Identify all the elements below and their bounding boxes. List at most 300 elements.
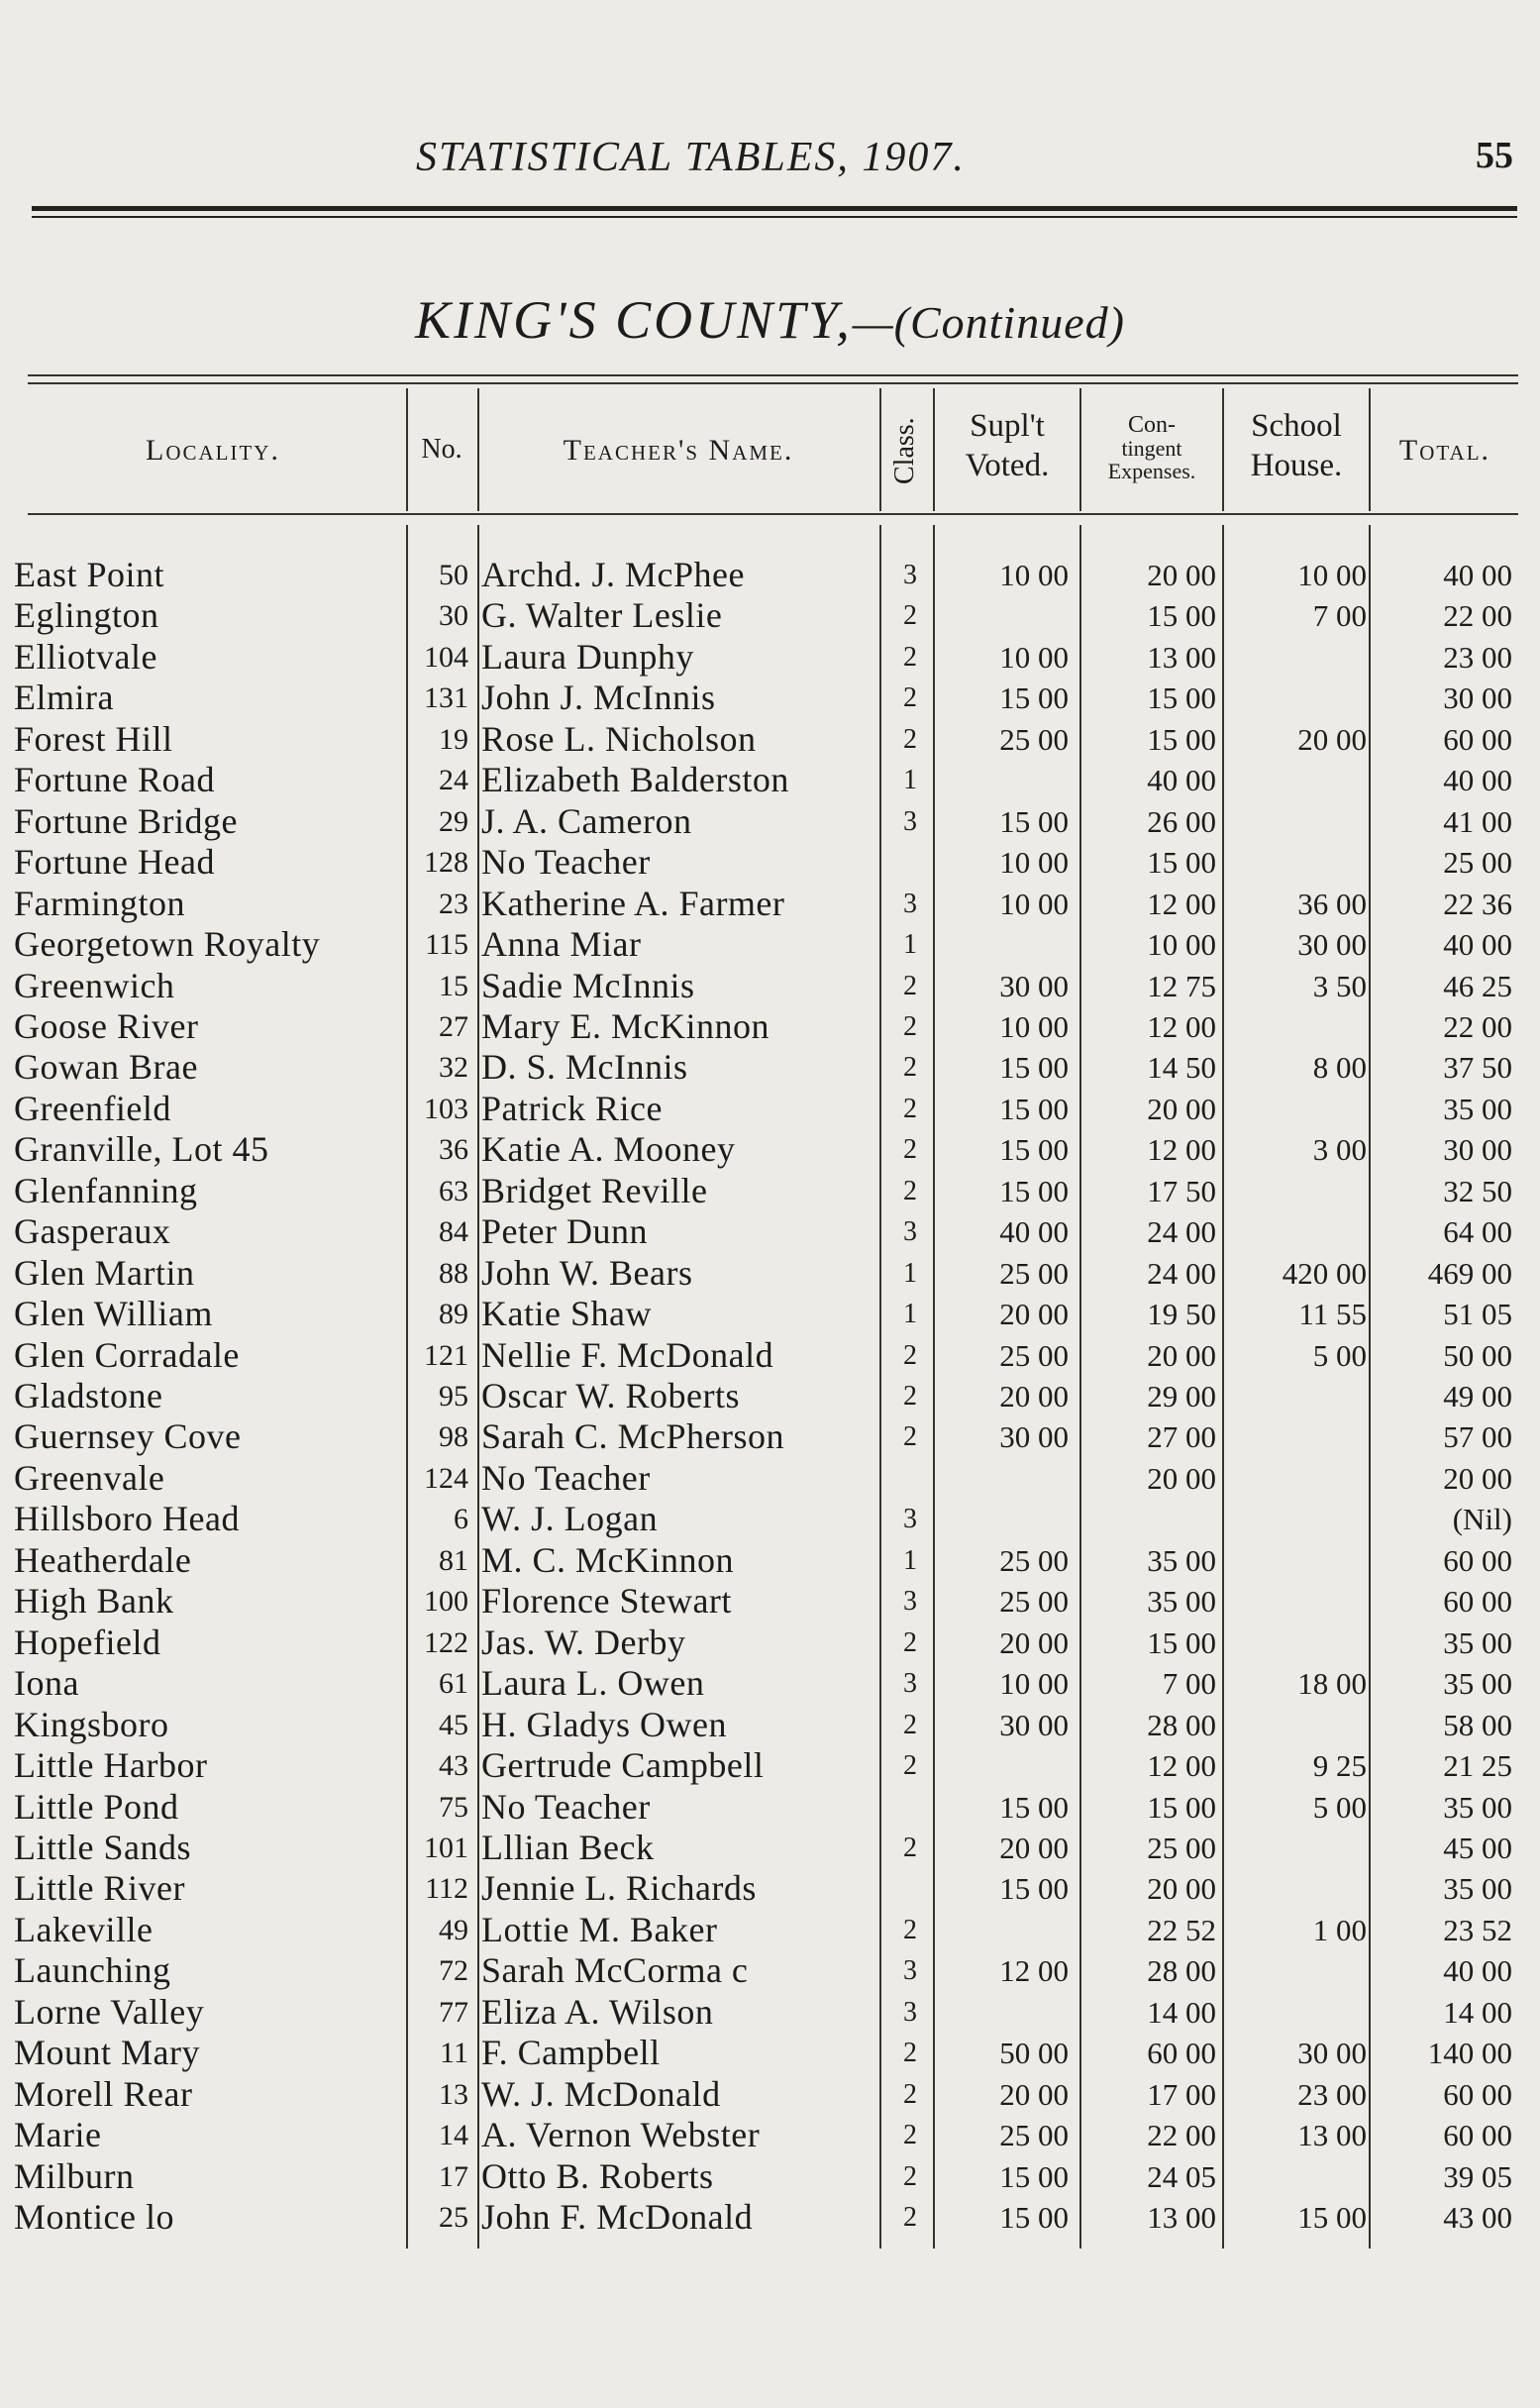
cell-teacher-name: Florence Stewart	[481, 1581, 732, 1622]
table-row	[0, 1950, 1540, 1992]
header-rule-thin	[32, 216, 1517, 218]
cell-total: 35 00	[1443, 1624, 1512, 1660]
table-row	[0, 1868, 1540, 1910]
cell-number: 13	[439, 2077, 468, 2111]
cell-supl-voted: 12 00	[999, 1953, 1069, 1989]
cell-number: 50	[439, 559, 468, 591]
table-row	[0, 719, 1540, 761]
cell-locality: Granville, Lot 45	[14, 1129, 269, 1170]
cell-total: 25 00	[1443, 845, 1512, 881]
cell-locality: Milburn	[14, 2155, 135, 2196]
cell-teacher-name: No Teacher	[481, 1786, 651, 1827]
table-top-rule-2	[28, 382, 1518, 384]
cell-supl-voted: 10 00	[999, 1008, 1069, 1044]
table-row	[0, 1458, 1540, 1500]
cell-locality: Montice lo	[14, 2197, 174, 2237]
cell-teacher-name: W. J. McDonald	[481, 2073, 721, 2114]
cell-number: 88	[439, 1256, 468, 1290]
cell-number: 121	[424, 1338, 468, 1372]
cell-number: 98	[439, 1420, 468, 1454]
cell-contingent-expenses: 29 00	[1147, 1379, 1216, 1413]
section-continued: —(Continued)	[852, 297, 1125, 348]
cell-number: 77	[439, 1995, 468, 2029]
col-header-contingent	[1081, 414, 1222, 482]
cell-contingent-expenses: 22 00	[1147, 2118, 1216, 2153]
cell-supl-voted: 20 00	[999, 1830, 1069, 1865]
cell-total: 49 00	[1443, 1379, 1512, 1413]
cell-total: 14 00	[1443, 1994, 1512, 2030]
table-row	[0, 1253, 1540, 1295]
cell-contingent-expenses: 20 00	[1147, 1871, 1216, 1907]
cell-number: 101	[424, 1831, 468, 1864]
cell-contingent-expenses: 24 00	[1147, 1255, 1216, 1291]
cell-supl-voted: 15 00	[999, 1132, 1069, 1168]
cell-locality: Little Pond	[14, 1786, 179, 1827]
cell-locality: East Point	[14, 555, 165, 594]
cell-teacher-name: Gertrude Campbell	[481, 1745, 765, 1786]
cell-supl-voted: 15 00	[999, 2200, 1069, 2235]
cell-class: 2	[903, 1421, 917, 1453]
cell-teacher-name: Jennie L. Richards	[481, 1868, 757, 1909]
cell-locality: Marie	[14, 2115, 102, 2155]
cell-contingent-expenses: 20 00	[1147, 558, 1216, 592]
cell-locality: Gladstone	[14, 1376, 163, 1415]
table-row	[0, 1089, 1540, 1130]
cell-class: 2	[903, 723, 917, 755]
cell-supl-voted: 40 00	[999, 1214, 1069, 1250]
cell-contingent-expenses: 14 50	[1147, 1050, 1216, 1086]
cell-locality: Glen Martin	[14, 1252, 195, 1293]
cell-teacher-name: D. S. McInnis	[481, 1047, 688, 1088]
table-row	[0, 1006, 1540, 1048]
table-row	[0, 924, 1540, 966]
cell-number: 72	[439, 1954, 468, 1988]
cell-locality: Gasperaux	[14, 1211, 171, 1252]
cell-class: 3	[903, 560, 917, 590]
cell-contingent-expenses: 40 00	[1147, 763, 1216, 798]
cell-supl-voted: 20 00	[999, 1297, 1069, 1332]
cell-teacher-name: F. Campbell	[481, 2033, 661, 2073]
cell-locality: Glenfanning	[14, 1170, 198, 1210]
cell-total: 60 00	[1443, 2118, 1512, 2153]
table-row	[0, 2033, 1540, 2074]
cell-supl-voted: 20 00	[999, 2076, 1069, 2112]
cell-total: 35 00	[1443, 1871, 1512, 1907]
cell-school-house: 36 00	[1297, 886, 1367, 921]
cell-number: 104	[424, 640, 468, 674]
cell-class: 2	[903, 2078, 917, 2110]
cell-class: 2	[903, 1750, 917, 1782]
cell-locality: Elmira	[14, 678, 114, 718]
cell-teacher-name: Katherine A. Farmer	[481, 883, 785, 923]
cell-total: 51 05	[1443, 1297, 1512, 1332]
cell-supl-voted: 25 00	[999, 1255, 1069, 1291]
cell-contingent-expenses: 28 00	[1147, 1953, 1216, 1989]
cell-contingent-expenses: 20 00	[1147, 1337, 1216, 1373]
cell-teacher-name: Mary E. McKinnon	[481, 1005, 770, 1046]
table-row	[0, 1992, 1540, 2034]
cell-school-house: 30 00	[1297, 2036, 1367, 2071]
cell-class: 2	[903, 1175, 917, 1206]
cell-teacher-name: M. C. McKinnon	[481, 1539, 735, 1580]
cell-class: 3	[903, 1586, 917, 1618]
table-row	[0, 637, 1540, 679]
cell-school-house: 23 00	[1297, 2076, 1367, 2112]
cell-number: 27	[439, 1009, 468, 1043]
cell-class: 2	[903, 2038, 917, 2069]
cell-locality: Morell Rear	[14, 2073, 193, 2114]
cell-teacher-name: Laura Dunphy	[481, 636, 694, 677]
cell-total: 22 36	[1443, 886, 1512, 921]
cell-number: 84	[439, 1215, 468, 1249]
cell-number: 100	[424, 1585, 468, 1619]
cell-locality: Guernsey Cove	[14, 1416, 242, 1457]
cell-total: 57 00	[1443, 1419, 1512, 1455]
cell-locality: Goose River	[14, 1005, 199, 1046]
col-divider	[879, 388, 881, 511]
cell-number: 19	[439, 722, 468, 756]
table-row	[0, 1787, 1540, 1829]
cell-locality: Heatherdale	[14, 1539, 192, 1580]
cell-class: 2	[903, 1832, 917, 1863]
cell-total: 140 00	[1427, 2036, 1512, 2071]
cell-supl-voted: 10 00	[999, 886, 1069, 921]
cell-supl-voted: 30 00	[999, 968, 1069, 1003]
cell-class: 1	[903, 765, 917, 796]
cell-contingent-expenses: 13 00	[1147, 639, 1216, 675]
cell-contingent-expenses: 13 00	[1147, 2200, 1216, 2235]
table-row	[0, 1828, 1540, 1869]
cell-supl-voted: 10 00	[999, 558, 1069, 592]
cell-total: 20 00	[1443, 1460, 1512, 1496]
cell-school-house: 5 00	[1312, 1789, 1367, 1825]
cell-class: 2	[903, 1010, 917, 1042]
cell-total: 40 00	[1443, 1953, 1512, 1989]
cell-class: 2	[903, 1626, 917, 1658]
cell-number: 30	[439, 599, 468, 633]
cell-contingent-expenses: 12 00	[1147, 886, 1216, 921]
cell-contingent-expenses: 14 00	[1147, 1994, 1216, 2030]
cell-teacher-name: Lllian Beck	[481, 1827, 655, 1867]
cell-number: 23	[439, 887, 468, 920]
cell-class: 1	[903, 1544, 917, 1576]
cell-class: 2	[903, 2202, 917, 2233]
table-row	[0, 1129, 1540, 1171]
table-row	[0, 1376, 1540, 1417]
table-top-rule	[28, 374, 1518, 376]
cell-school-house: 3 00	[1312, 1132, 1367, 1168]
cell-teacher-name: No Teacher	[481, 1457, 651, 1498]
cell-number: 29	[439, 804, 468, 838]
cell-school-house: 30 00	[1297, 927, 1367, 963]
cell-total: 35 00	[1443, 1666, 1512, 1702]
cell-class: 2	[903, 1339, 917, 1371]
cell-class: 2	[903, 2120, 917, 2151]
cell-contingent-expenses: 24 00	[1147, 1214, 1216, 1250]
cell-number: 63	[439, 1174, 468, 1207]
col-header-school	[1224, 406, 1369, 485]
cell-total: 37 50	[1443, 1050, 1512, 1086]
cell-school-house: 11 55	[1298, 1297, 1367, 1332]
cell-number: 131	[424, 681, 468, 715]
cell-teacher-name: Oscar W. Roberts	[481, 1376, 740, 1415]
table-row	[0, 1211, 1540, 1253]
cell-school-house: 8 00	[1312, 1050, 1367, 1086]
table-row	[0, 801, 1540, 843]
col-header-contingent-line1: Con-	[1128, 412, 1176, 438]
cell-class: 2	[903, 970, 917, 1001]
cell-school-house: 18 00	[1297, 1666, 1367, 1702]
col-header-no: No.	[421, 434, 462, 465]
cell-class: 3	[903, 1996, 917, 2028]
cell-number: 61	[439, 1667, 468, 1701]
cell-class: 1	[903, 929, 917, 961]
cell-class: 2	[903, 1093, 917, 1124]
table-row	[0, 1910, 1540, 1951]
cell-total: 23 00	[1443, 639, 1512, 675]
col-header-locality: Locality.	[146, 434, 280, 467]
cell-contingent-expenses: 12 00	[1147, 1132, 1216, 1168]
cell-supl-voted: 20 00	[999, 1624, 1069, 1660]
cell-supl-voted: 15 00	[999, 1050, 1069, 1086]
cell-locality: Hopefield	[14, 1622, 161, 1662]
cell-locality: Greenfield	[14, 1088, 171, 1128]
cell-contingent-expenses: 20 00	[1147, 1460, 1216, 1496]
cell-total: 41 00	[1443, 803, 1512, 839]
cell-locality: High Bank	[14, 1581, 174, 1622]
table-row	[0, 555, 1540, 596]
cell-number: 103	[424, 1092, 468, 1125]
cell-locality: Fortune Bridge	[14, 800, 238, 841]
cell-class: 2	[903, 2160, 917, 2192]
cell-total: 46 25	[1443, 968, 1512, 1003]
cell-total: 43 00	[1443, 2200, 1512, 2235]
col-header-class: Class.	[889, 417, 920, 484]
col-header-school-line2: House.	[1250, 448, 1343, 483]
cell-number: 81	[439, 1543, 468, 1577]
cell-total: 22 00	[1443, 1008, 1512, 1044]
cell-school-house: 15 00	[1297, 2200, 1367, 2235]
cell-total: (Nil)	[1452, 1502, 1512, 1537]
cell-teacher-name: Jas. W. Derby	[481, 1622, 686, 1662]
cell-contingent-expenses: 25 00	[1147, 1830, 1216, 1865]
cell-number: 128	[424, 846, 468, 880]
cell-locality: Forest Hill	[14, 718, 173, 759]
cell-teacher-name: Rose L. Nicholson	[481, 718, 757, 759]
cell-class: 1	[903, 1257, 917, 1289]
table-row	[0, 1663, 1540, 1705]
cell-class: 3	[903, 805, 917, 837]
cell-teacher-name: A. Vernon Webster	[481, 2115, 761, 2155]
cell-supl-voted: 25 00	[999, 1584, 1069, 1620]
cell-school-house: 13 00	[1297, 2118, 1367, 2153]
cell-number: 115	[425, 928, 468, 962]
cell-number: 14	[439, 2119, 468, 2152]
header-rule-thick	[32, 206, 1517, 211]
cell-total: 39 05	[1443, 2158, 1512, 2194]
cell-contingent-expenses: 22 52	[1147, 1912, 1216, 1947]
cell-number: 122	[424, 1625, 468, 1659]
table-row	[0, 2115, 1540, 2156]
cell-school-house: 5 00	[1312, 1337, 1367, 1373]
cell-teacher-name: Nellie F. McDonald	[481, 1334, 774, 1375]
cell-supl-voted: 10 00	[999, 1666, 1069, 1702]
cell-teacher-name: J. A. Cameron	[481, 800, 692, 841]
cell-teacher-name: Bridget Reville	[481, 1170, 708, 1210]
cell-class: 3	[903, 888, 917, 919]
cell-supl-voted: 25 00	[999, 2118, 1069, 2153]
cell-number: 32	[439, 1051, 468, 1085]
col-header-contingent-line3: Expenses.	[1107, 459, 1196, 483]
cell-locality: Lorne Valley	[14, 1991, 205, 2032]
cell-supl-voted: 15 00	[999, 2158, 1069, 2194]
table-row	[0, 1623, 1540, 1664]
cell-teacher-name: W. J. Logan	[481, 1499, 659, 1539]
col-header-teacher: Teacher's Name.	[563, 434, 794, 467]
table-header-bottom-rule	[28, 513, 1518, 515]
table-row	[0, 2197, 1540, 2239]
table-row	[0, 1335, 1540, 1377]
cell-contingent-expenses: 7 00	[1162, 1666, 1216, 1702]
cell-contingent-expenses: 27 00	[1147, 1419, 1216, 1455]
cell-number: 75	[439, 1790, 468, 1824]
cell-contingent-expenses: 35 00	[1147, 1584, 1216, 1620]
cell-class: 3	[903, 1668, 917, 1700]
cell-locality: Little River	[14, 1868, 185, 1909]
table-row	[0, 1047, 1540, 1089]
running-title: STATISTICAL TABLES, 1907.	[416, 135, 966, 180]
cell-class: 2	[903, 682, 917, 714]
cell-total: 23 52	[1443, 1912, 1512, 1947]
cell-total: 35 00	[1443, 1091, 1512, 1126]
cell-contingent-expenses: 15 00	[1147, 1789, 1216, 1825]
cell-teacher-name: Lottie M. Baker	[481, 1909, 718, 1949]
cell-class: 3	[903, 1504, 917, 1535]
cell-locality: Eglington	[14, 595, 159, 636]
cell-number: 112	[425, 1872, 468, 1906]
cell-total: 60 00	[1443, 1584, 1512, 1620]
cell-number: 49	[439, 1913, 468, 1946]
cell-contingent-expenses: 12 00	[1147, 1748, 1216, 1784]
col-header-supl-line2: Voted.	[965, 448, 1050, 483]
cell-total: 22 00	[1443, 598, 1512, 634]
cell-supl-voted: 15 00	[999, 1789, 1069, 1825]
cell-locality: Greenwich	[14, 965, 175, 1005]
cell-teacher-name: No Teacher	[481, 842, 651, 883]
cell-total: 32 50	[1443, 1173, 1512, 1208]
cell-number: 6	[454, 1503, 468, 1536]
table-row	[0, 1499, 1540, 1540]
cell-teacher-name: G. Walter Leslie	[481, 595, 723, 636]
table-row	[0, 760, 1540, 801]
cell-supl-voted: 15 00	[999, 1173, 1069, 1208]
cell-class: 2	[903, 1381, 917, 1412]
page-number: 55	[1476, 135, 1513, 176]
table-row	[0, 595, 1540, 637]
table-row	[0, 678, 1540, 719]
cell-number: 25	[439, 2201, 468, 2234]
cell-supl-voted: 25 00	[999, 1337, 1069, 1373]
cell-number: 17	[439, 2159, 468, 2193]
cell-teacher-name: Otto B. Roberts	[481, 2155, 714, 2196]
cell-supl-voted: 25 00	[999, 721, 1069, 757]
table-row	[0, 884, 1540, 925]
cell-total: 45 00	[1443, 1830, 1512, 1865]
cell-teacher-name: Anna Miar	[481, 924, 642, 965]
table-row	[0, 2156, 1540, 2198]
cell-supl-voted: 15 00	[999, 1871, 1069, 1907]
cell-school-house: 7 00	[1312, 598, 1367, 634]
cell-contingent-expenses: 35 00	[1147, 1542, 1216, 1578]
cell-number: 124	[424, 1461, 468, 1495]
cell-class: 2	[903, 1052, 917, 1084]
cell-locality: Kingsboro	[14, 1704, 169, 1744]
cell-locality: Farmington	[14, 883, 185, 923]
cell-teacher-name: John J. McInnis	[481, 678, 716, 718]
section-title	[0, 289, 1540, 351]
cell-supl-voted: 15 00	[999, 1091, 1069, 1126]
cell-school-house: 20 00	[1297, 721, 1367, 757]
cell-school-house: 10 00	[1297, 558, 1367, 592]
cell-class: 3	[903, 1955, 917, 1987]
cell-contingent-expenses: 28 00	[1147, 1707, 1216, 1742]
cell-locality: Mount Mary	[14, 2033, 200, 2073]
cell-total: 40 00	[1443, 763, 1512, 798]
cell-number: 24	[439, 764, 468, 797]
cell-supl-voted: 10 00	[999, 639, 1069, 675]
cell-class: 2	[903, 1709, 917, 1740]
running-head	[0, 134, 1540, 193]
cell-teacher-name: Sarah McCorma c	[481, 1950, 749, 1991]
cell-contingent-expenses: 20 00	[1147, 1091, 1216, 1126]
table-row	[0, 1416, 1540, 1458]
cell-number: 43	[439, 1749, 468, 1783]
cell-locality: Greenvale	[14, 1457, 165, 1498]
col-header-total: Total.	[1398, 434, 1491, 467]
cell-total: 35 00	[1443, 1789, 1512, 1825]
cell-locality: Iona	[14, 1663, 79, 1704]
cell-teacher-name: Katie Shaw	[481, 1294, 652, 1334]
cell-supl-voted: 10 00	[999, 845, 1069, 881]
cell-supl-voted: 20 00	[999, 1379, 1069, 1413]
col-header-school-line1: School	[1251, 408, 1342, 444]
cell-contingent-expenses: 60 00	[1147, 2036, 1216, 2071]
cell-contingent-expenses: 15 00	[1147, 1624, 1216, 1660]
cell-locality: Fortune Road	[14, 760, 215, 800]
section-title-text: KING'S COUNTY,	[415, 290, 853, 350]
table-row	[0, 842, 1540, 884]
cell-locality: Georgetown Royalty	[14, 924, 321, 965]
cell-total: 58 00	[1443, 1707, 1512, 1742]
cell-total: 30 00	[1443, 1132, 1512, 1168]
cell-class: 1	[903, 1299, 917, 1330]
cell-supl-voted: 30 00	[999, 1419, 1069, 1455]
col-header-contingent-line2: tingent	[1121, 436, 1182, 461]
cell-locality: Gowan Brae	[14, 1047, 198, 1088]
cell-contingent-expenses: 10 00	[1147, 927, 1216, 963]
cell-contingent-expenses: 15 00	[1147, 598, 1216, 634]
cell-contingent-expenses: 12 00	[1147, 1008, 1216, 1044]
cell-number: 36	[439, 1133, 468, 1167]
table-row	[0, 1540, 1540, 1582]
cell-teacher-name: Katie A. Mooney	[481, 1129, 736, 1170]
cell-supl-voted: 15 00	[999, 803, 1069, 839]
cell-number: 45	[439, 1708, 468, 1741]
cell-locality: Hillsboro Head	[14, 1499, 240, 1539]
cell-total: 64 00	[1443, 1214, 1512, 1250]
cell-total: 21 25	[1443, 1748, 1512, 1784]
cell-supl-voted: 25 00	[999, 1542, 1069, 1578]
